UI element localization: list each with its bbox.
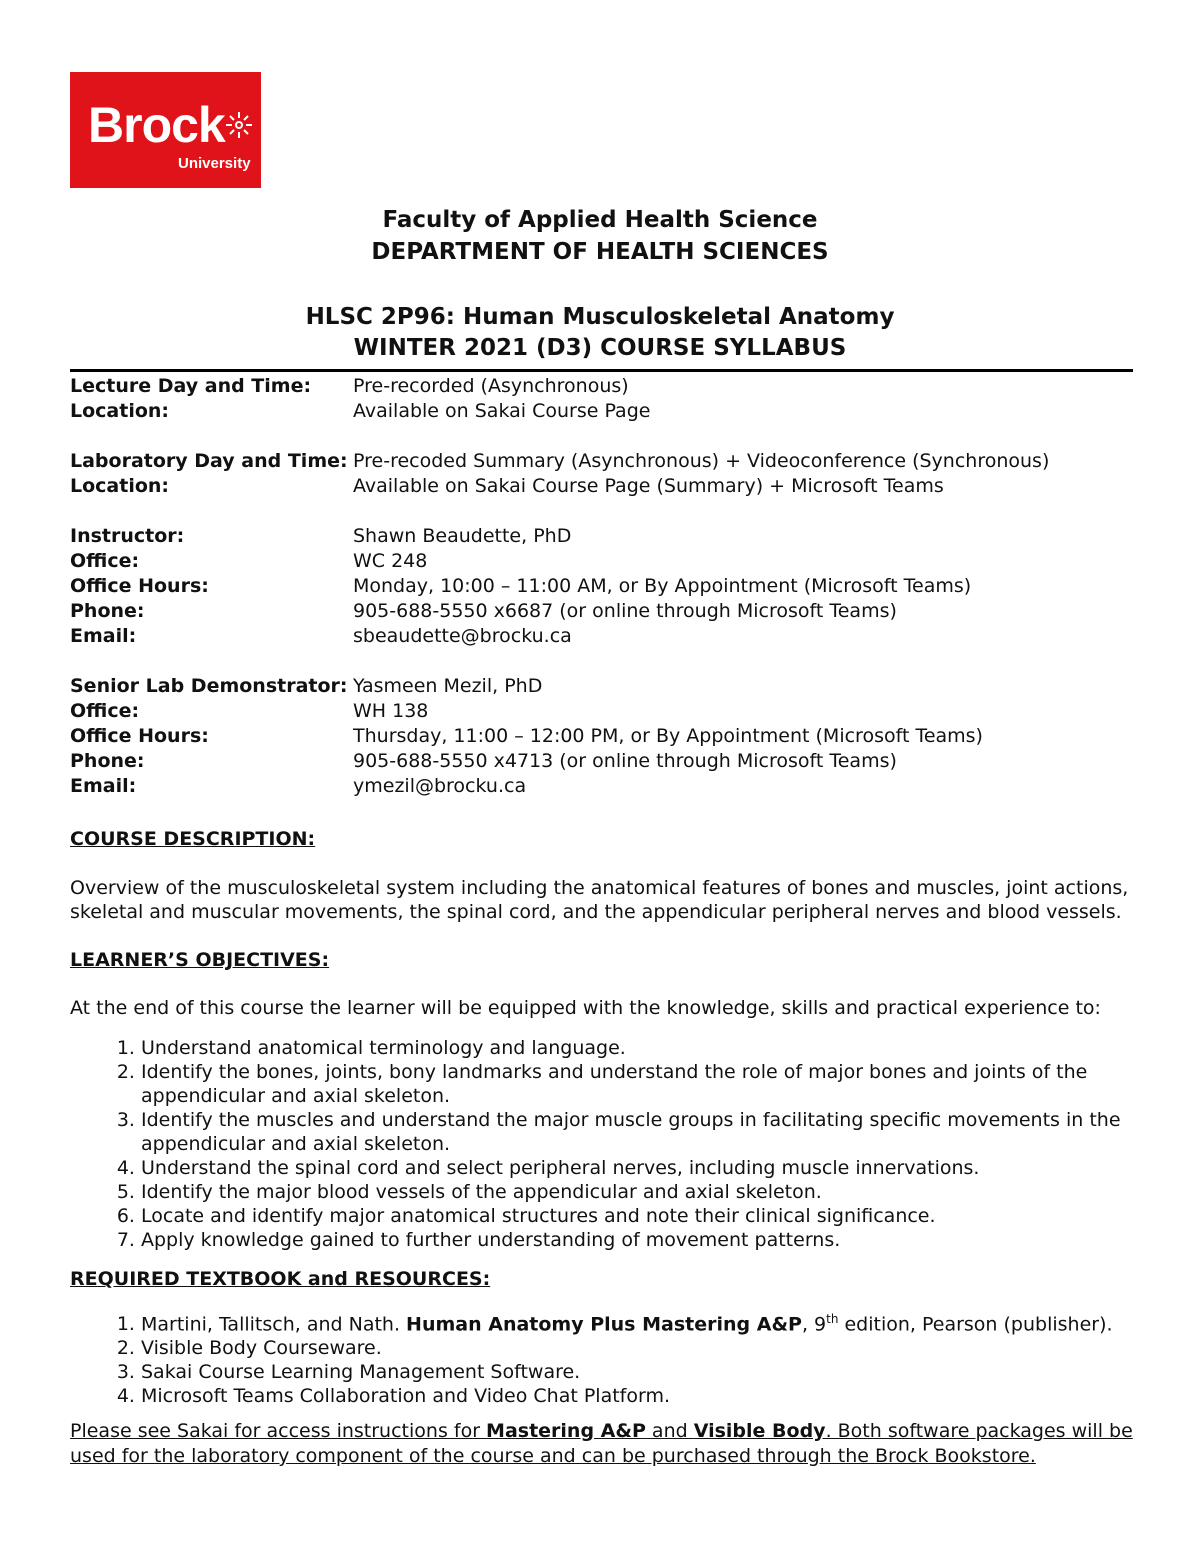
list-item: 4. Understand the spinal cord and select peripheral nerves, including muscle innervations.	[141, 1156, 1200, 1180]
resources-list	[70, 1307, 1200, 1408]
info-row	[70, 399, 1133, 424]
info-row	[70, 749, 1133, 774]
info-row	[70, 574, 1133, 599]
list-item: 2. Visible Body Courseware.	[141, 1336, 1200, 1360]
list-item: 4. Microsoft Teams Collaboration and Video Chat Platform.	[141, 1384, 1200, 1408]
info-label: Office Hours:	[70, 575, 209, 597]
list-item: 3. Sakai Course Learning Management Software.	[141, 1360, 1200, 1384]
brock-university-logo	[70, 72, 261, 188]
info-value: 905-688-5550 x6687 (or online through Microsoft Teams)	[353, 600, 897, 622]
faculty-title: Faculty of Applied Health Science	[382, 207, 818, 233]
info-label: Phone:	[70, 750, 145, 772]
textbook-title: Human Anatomy Plus Mastering A&P	[406, 1313, 802, 1336]
list-item: 5. Identify the major blood vessels of the appendicular and axial skeleton.	[141, 1180, 1200, 1204]
info-label: Phone:	[70, 600, 145, 622]
info-row	[70, 724, 1133, 749]
info-value: Yasmeen Mezil, PhD	[353, 675, 543, 697]
visible-body-label: Visible Body	[693, 1420, 826, 1442]
list-item: 1. Understand anatomical terminology and language.	[141, 1036, 1200, 1060]
header-divider	[70, 369, 1133, 372]
info-row	[70, 774, 1133, 799]
list-item: 1. Martini, Tallitsch, and Nath. Human Anatomy Plus Mastering A&P, 9th edition, Pearson (publisher).	[141, 1307, 1200, 1336]
info-row	[70, 549, 1133, 574]
info-value: Monday, 10:00 – 11:00 AM, or By Appointment (Microsoft Teams)	[353, 575, 972, 597]
info-label: Email:	[70, 625, 137, 647]
info-value: Available on Sakai Course Page	[353, 400, 651, 422]
info-row	[70, 449, 1133, 474]
resources-heading: REQUIRED TEXTBOOK and RESOURCES:	[70, 1268, 491, 1290]
logo-subtitle: University	[178, 155, 251, 172]
info-label: Instructor:	[70, 525, 185, 547]
department-title: DEPARTMENT OF HEALTH SCIENCES	[371, 239, 829, 265]
demonstrator-email[interactable]: ymezil@brocku.ca	[353, 775, 527, 797]
info-value: WH 138	[353, 700, 429, 722]
info-label: Location:	[70, 400, 170, 422]
instructor-email[interactable]: sbeaudette@brocku.ca	[353, 625, 572, 647]
info-row	[70, 699, 1133, 724]
info-label: Senior Lab Demonstrator:	[70, 675, 348, 697]
info-row	[70, 374, 1133, 399]
list-item: 6. Locate and identify major anatomical structures and note their clinical significance.	[141, 1204, 1200, 1228]
objectives-intro: At the end of this course the learner will be equipped with the knowledge, skills and practical experience to:	[70, 997, 1101, 1019]
info-label: Laboratory Day and Time:	[70, 450, 348, 472]
info-value: Available on Sakai Course Page (Summary) + Microsoft Teams	[353, 475, 944, 497]
logo-crest-icon	[222, 108, 256, 142]
info-label: Office:	[70, 700, 140, 722]
info-row	[70, 674, 1133, 699]
info-value: Pre-recoded Summary (Asynchronous) + Videoconference (Synchronous)	[353, 450, 1050, 472]
info-value: WC 248	[353, 550, 428, 572]
list-item: 7. Apply knowledge gained to further understanding of movement patterns.	[141, 1228, 1200, 1252]
info-row	[70, 474, 1133, 499]
mastering-ap-label: Mastering A&P	[486, 1420, 646, 1442]
course-description-text: Overview of the musculoskeletal system including the anatomical features of bones and muscles, joint actions, skeletal and muscular movements, the spinal cord, and the appendicular peripheral nerves and blood vessels.	[70, 877, 1129, 923]
info-value: Pre-recorded (Asynchronous)	[353, 375, 629, 397]
info-row	[70, 524, 1133, 549]
info-label: Office:	[70, 550, 140, 572]
info-value: Shawn Beaudette, PhD	[353, 525, 572, 547]
objectives-heading: LEARNER’S OBJECTIVES:	[70, 949, 330, 971]
info-label: Lecture Day and Time:	[70, 375, 312, 397]
objectives-list	[70, 1036, 1200, 1252]
info-row	[70, 624, 1133, 649]
list-item: 3. Identify the muscles and understand the major muscle groups in facilitating specific movements in the appendicular and axial skeleton.	[141, 1108, 1200, 1156]
info-row	[70, 599, 1133, 624]
course-description-heading: COURSE DESCRIPTION:	[70, 828, 316, 850]
info-label: Email:	[70, 775, 137, 797]
info-label: Location:	[70, 475, 170, 497]
list-item: 2. Identify the bones, joints, bony landmarks and understand the role of major bones and joints of the appendicular and axial skeleton.	[141, 1060, 1200, 1108]
syllabus-title: WINTER 2021 (D3) COURSE SYLLABUS	[353, 335, 847, 361]
info-value: Thursday, 11:00 – 12:00 PM, or By Appointment (Microsoft Teams)	[353, 725, 983, 747]
course-title: HLSC 2P96: Human Musculoskeletal Anatomy	[305, 304, 895, 330]
access-instructions-note: Please see Sakai for access instructions for Mastering A&P and Visible Body. Both software packages will be used for the laboratory component of the course and can be purchased through the Brock Bookstore.	[70, 1420, 1133, 1467]
info-value: 905-688-5550 x4713 (or online through Microsoft Teams)	[353, 750, 897, 772]
logo-wordmark: Brock	[88, 97, 225, 153]
course-info-table	[70, 374, 1133, 799]
info-label: Office Hours:	[70, 725, 209, 747]
